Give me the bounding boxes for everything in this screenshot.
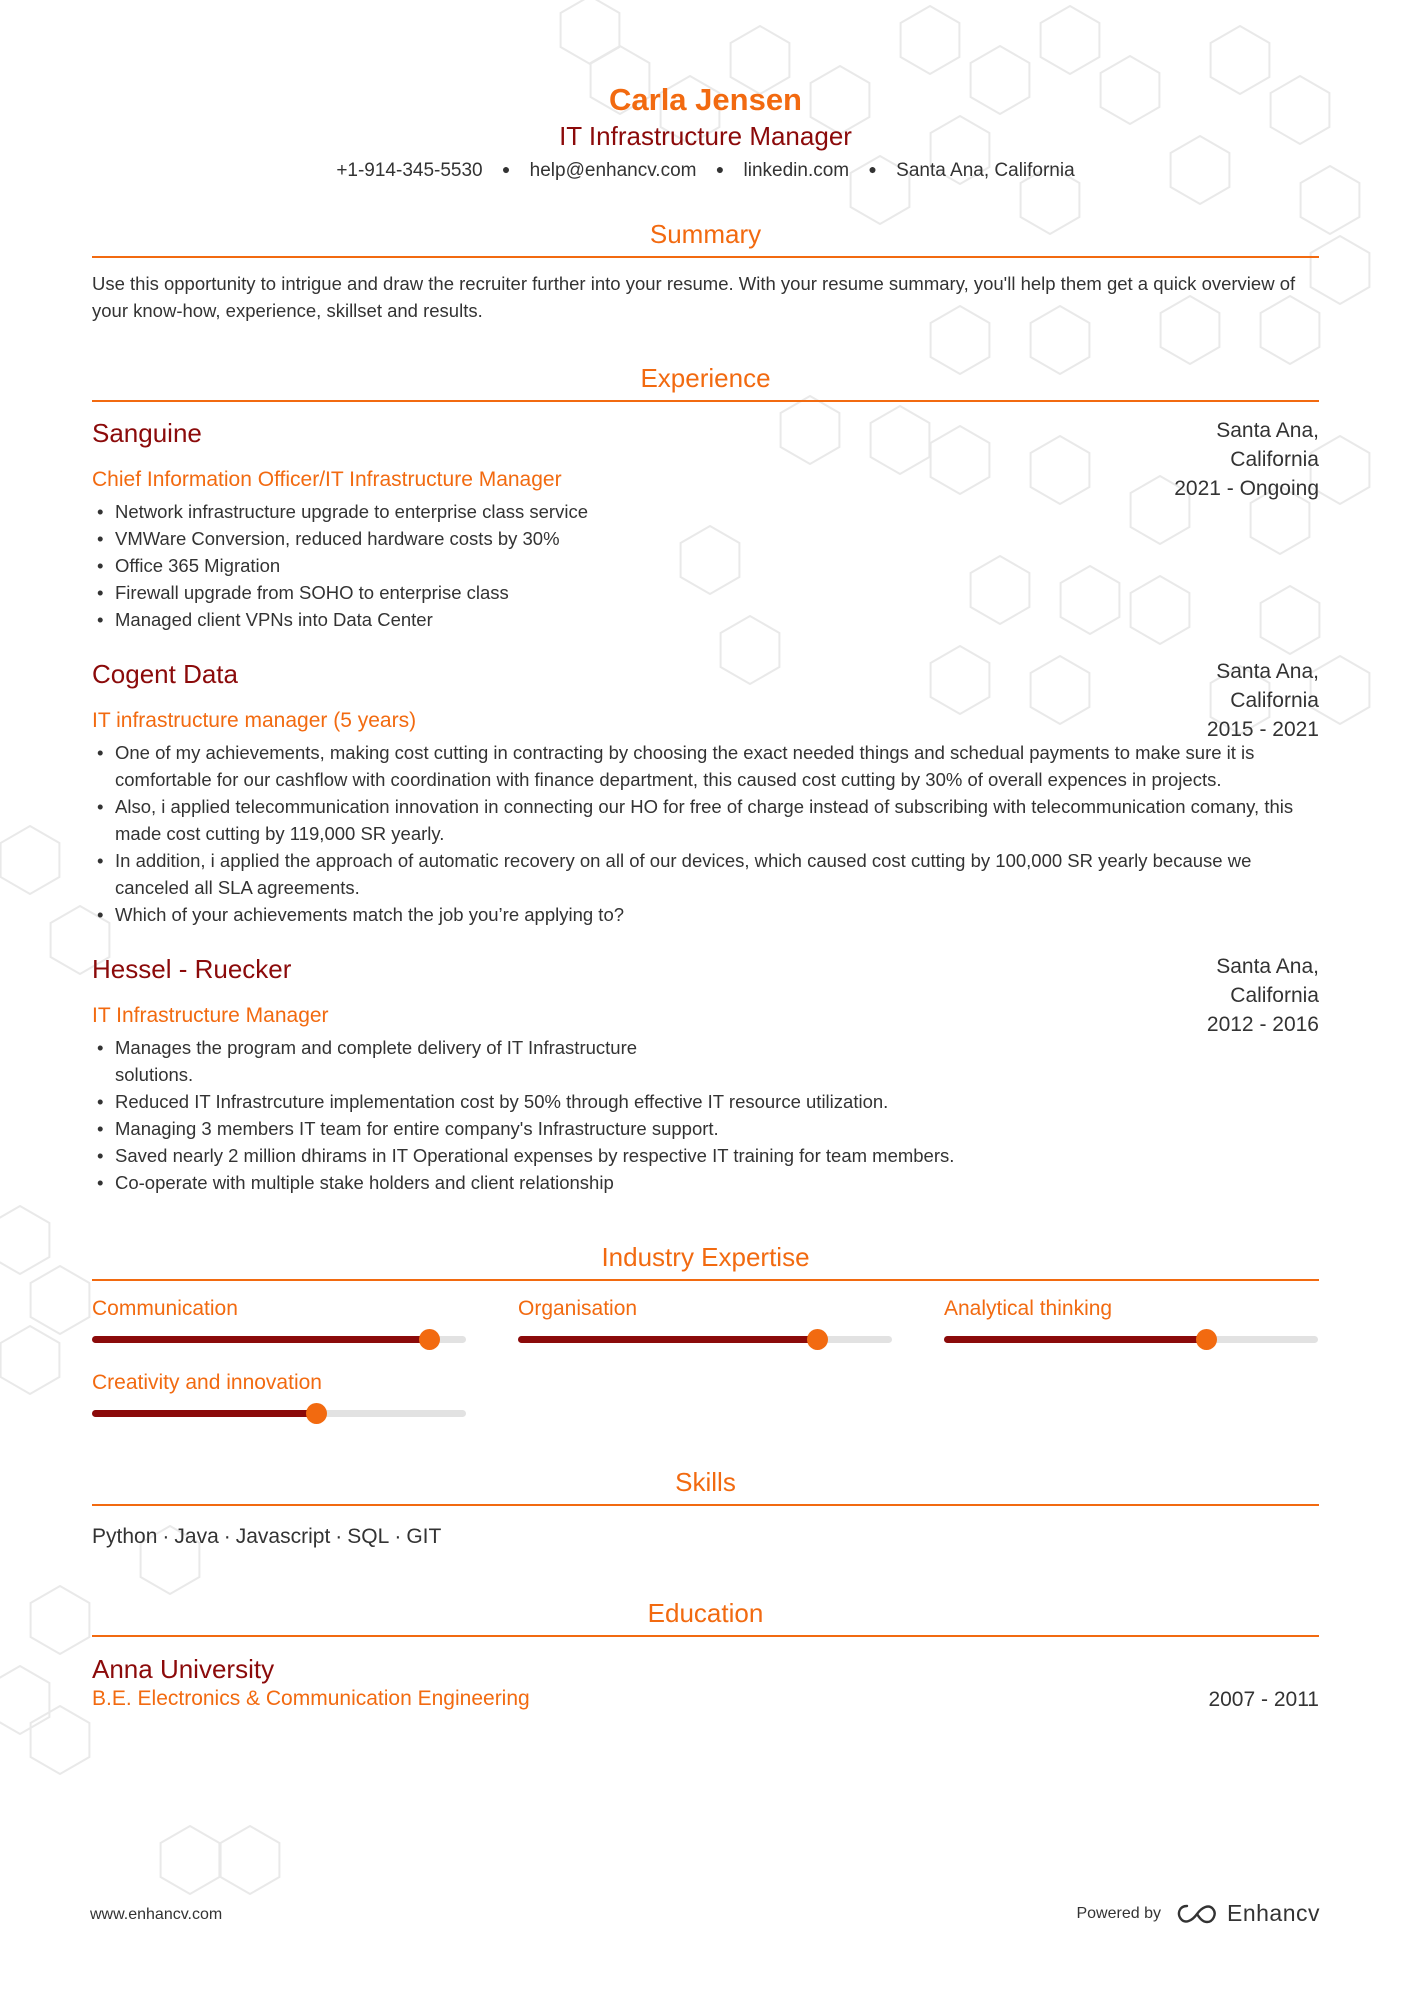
job-meta (1169, 416, 1319, 503)
brand-name: Enhancv (1226, 1900, 1320, 1926)
separator-dot: ● (715, 161, 725, 177)
separator-dot: · (335, 1525, 343, 1548)
job-role: IT infrastructure manager (5 years) (92, 709, 417, 732)
job-company: Sanguine (92, 418, 202, 448)
background-hexagon (1311, 236, 1370, 304)
expertise-label: Communication (92, 1297, 238, 1320)
skill-tag: Python (92, 1525, 158, 1548)
background-hexagon (1, 826, 60, 894)
summary-section (92, 217, 1319, 324)
background-hexagon (0, 1206, 49, 1274)
job-dates: 2012 - 2016 (1206, 1013, 1319, 1036)
page-footer (90, 1900, 1320, 1930)
job-dates: 2021 - Ongoing (1174, 477, 1319, 500)
job-entry (92, 952, 1319, 1196)
background-hexagon (161, 1826, 220, 1894)
job-location: Santa Ana, California (1216, 955, 1319, 1007)
background-hexagon (31, 1266, 90, 1334)
enhancv-logo-icon (1175, 1902, 1219, 1926)
section-title-experience: Experience (92, 361, 1319, 402)
background-hexagon (31, 1586, 90, 1654)
list-item: • Managed client VPNs into Data Center (92, 606, 1319, 633)
expertise-bar-fill (518, 1336, 817, 1343)
section-title-education: Education (92, 1596, 1319, 1637)
background-hexagon (1, 1326, 60, 1394)
expertise-bar-fill (92, 1410, 316, 1417)
job-dates: 2015 - 2021 (1206, 718, 1319, 741)
email[interactable]: help@enhancv.com (529, 160, 697, 181)
background-hexagon (0, 1666, 49, 1734)
expertise-bar (944, 1336, 1318, 1343)
job-meta (1169, 952, 1319, 1039)
background-hexagon (1311, 656, 1370, 724)
expertise-bar (92, 1410, 466, 1417)
resume-header (92, 0, 1319, 184)
footer-website-link[interactable]: www.enhancv.com (90, 1906, 223, 1923)
list-item: • Managing 3 members IT team for entire company's Infrastructure support. (92, 1115, 1319, 1142)
education-section (92, 1596, 1319, 1713)
section-title-skills: Skills (92, 1465, 1319, 1506)
job-bullets (92, 739, 1319, 928)
separator-dot: · (223, 1525, 231, 1548)
job-role: IT Infrastructure Manager (92, 1004, 329, 1027)
list-item: • Saved nearly 2 million dhirams in IT Operational expenses by respective IT training for team members. (92, 1142, 1319, 1169)
location: Santa Ana, California (896, 160, 1075, 181)
footer-branding (1076, 1900, 1320, 1927)
expertise-label: Organisation (518, 1297, 638, 1320)
linkedin-link[interactable]: linkedin.com (743, 160, 850, 181)
separator-dot: ● (501, 161, 511, 177)
job-bullets (92, 1034, 1319, 1196)
job-location: Santa Ana, California (1216, 419, 1319, 471)
list-item: • In addition, i applied the approach of automatic recovery on all of our devices, which caused cost cutting by 100,000 SR yearly because we canceled all SLA agreements. (92, 847, 1319, 901)
education-dates: 2007 - 2011 (1208, 1688, 1319, 1711)
skills-list (92, 1523, 1319, 1551)
expertise-bar-knob (306, 1403, 327, 1424)
skill-tag: GIT (406, 1525, 442, 1548)
phone[interactable]: +1-914-345-5530 (336, 160, 483, 181)
resume-page (92, 0, 1319, 1713)
background-hexagon (1311, 436, 1370, 504)
expertise-bar (92, 1336, 466, 1343)
list-item: • Network infrastructure upgrade to enterprise class service (92, 498, 1319, 525)
expertise-bar-fill (944, 1336, 1206, 1343)
expertise-bar-knob (419, 1329, 440, 1350)
education-degree: B.E. Electronics & Communication Engineering (92, 1687, 530, 1710)
job-company: Cogent Data (92, 659, 238, 689)
contact-line (92, 156, 1319, 184)
separator-dot: · (162, 1525, 170, 1548)
education-school: Anna University (92, 1654, 275, 1684)
expertise-bar-fill (92, 1336, 429, 1343)
skills-section (92, 1465, 1319, 1551)
expertise-item (92, 1369, 466, 1417)
job-entry (92, 657, 1319, 928)
background-hexagon (31, 1706, 90, 1774)
brand-logo[interactable] (1175, 1900, 1320, 1927)
expertise-item (518, 1295, 892, 1343)
job-role: Chief Information Officer/IT Infrastructure Manager (92, 468, 562, 491)
job-company: Hessel - Ruecker (92, 954, 292, 984)
expertise-bar (518, 1336, 892, 1343)
powered-by-label: Powered by (1076, 1904, 1161, 1922)
separator-dot: ● (868, 161, 877, 177)
skill-tag: Javascript (235, 1525, 331, 1548)
list-item: • VMWare Conversion, reduced hardware costs by 30% (92, 525, 1319, 552)
expertise-bar-knob (1196, 1329, 1217, 1350)
expertise-item (92, 1295, 466, 1343)
job-location: Santa Ana, California (1216, 660, 1319, 712)
list-item: • Co-operate with multiple stake holders and client relationship (92, 1169, 1319, 1196)
expertise-section (92, 1240, 1319, 1443)
background-hexagon (221, 1826, 280, 1894)
candidate-name: Carla Jensen (609, 82, 802, 117)
expertise-bar-knob (807, 1329, 828, 1350)
job-meta (1169, 657, 1319, 744)
expertise-item (944, 1295, 1318, 1343)
skill-tag: Java (174, 1525, 219, 1548)
expertise-grid (92, 1295, 1319, 1443)
section-title-summary: Summary (92, 217, 1319, 258)
section-title-expertise: Industry Expertise (92, 1240, 1319, 1281)
expertise-label: Creativity and innovation (92, 1371, 322, 1394)
list-item: • Also, i applied telecommunication innovation in connecting our HO for free of charge instead of subscribing with telecommunication comany, this made cost cutting by 119,000 SR yearly. (92, 793, 1319, 847)
separator-dot: · (394, 1525, 402, 1548)
candidate-title: IT Infrastructure Manager (559, 121, 852, 151)
skill-tag: SQL (347, 1525, 390, 1548)
experience-section (92, 361, 1319, 1196)
list-item: • Reduced IT Infrastrcuture implementation cost by 50% through effective IT resource utilization. (92, 1088, 1319, 1115)
education-entry (92, 1653, 1319, 1713)
list-item: • Which of your achievements match the job you’re applying to? (92, 901, 1319, 928)
job-bullets (92, 498, 1319, 633)
summary-text: Use this opportunity to intrigue and draw the recruiter further into your resume. With your resume summary, you'll help them get a quick overview of your know-how, experience, skillset and results. (92, 273, 1296, 321)
list-item: • Manages the program and complete delivery of IT Infrastructure solutions. (92, 1034, 712, 1088)
list-item: • Office 365 Migration (92, 552, 1319, 579)
list-item: • One of my achievements, making cost cutting in contracting by choosing the exact needed things and schedual payments to make sure it is comfortable for our cashflow with coordination with finance department, this caused cost cutting by 30% of overall expences in projects. (92, 739, 1319, 793)
expertise-label: Analytical thinking (944, 1297, 1113, 1320)
job-entry (92, 416, 1319, 633)
list-item: • Firewall upgrade from SOHO to enterprise class (92, 579, 1319, 606)
